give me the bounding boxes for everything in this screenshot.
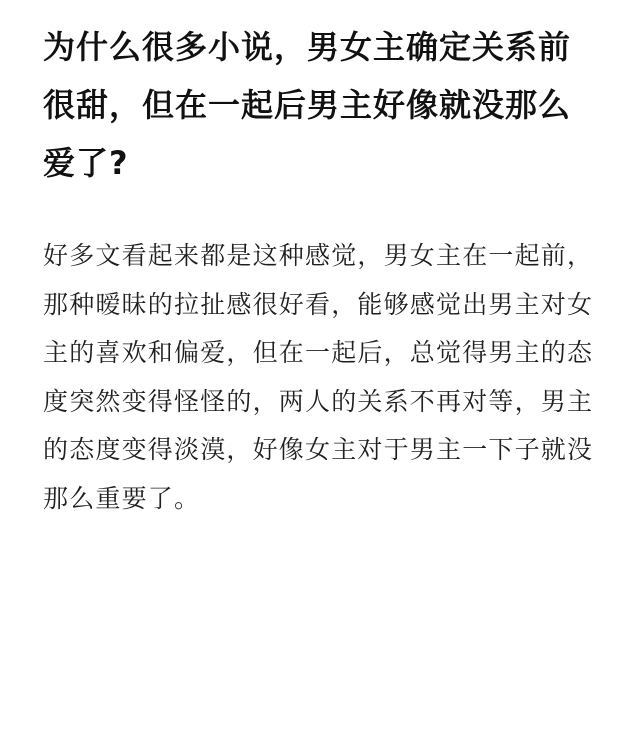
answer-body: 好多文看起来都是这种感觉，男女主在一起前，那种暧昧的拉扯感很好看，能够感觉出男主对女主的喜欢和偏爱，但在一起后，总觉得男主的态度突然变得怪怪的，两人的关系不再对等，男主的态度变得淡漠，好像女主对于男主一下子就没那么重要了。 [43,241,594,513]
question-title: 为什么很多小说，男女主确定关系前很甜，但在一起后男主好像就没那么爱了? [43,28,572,182]
